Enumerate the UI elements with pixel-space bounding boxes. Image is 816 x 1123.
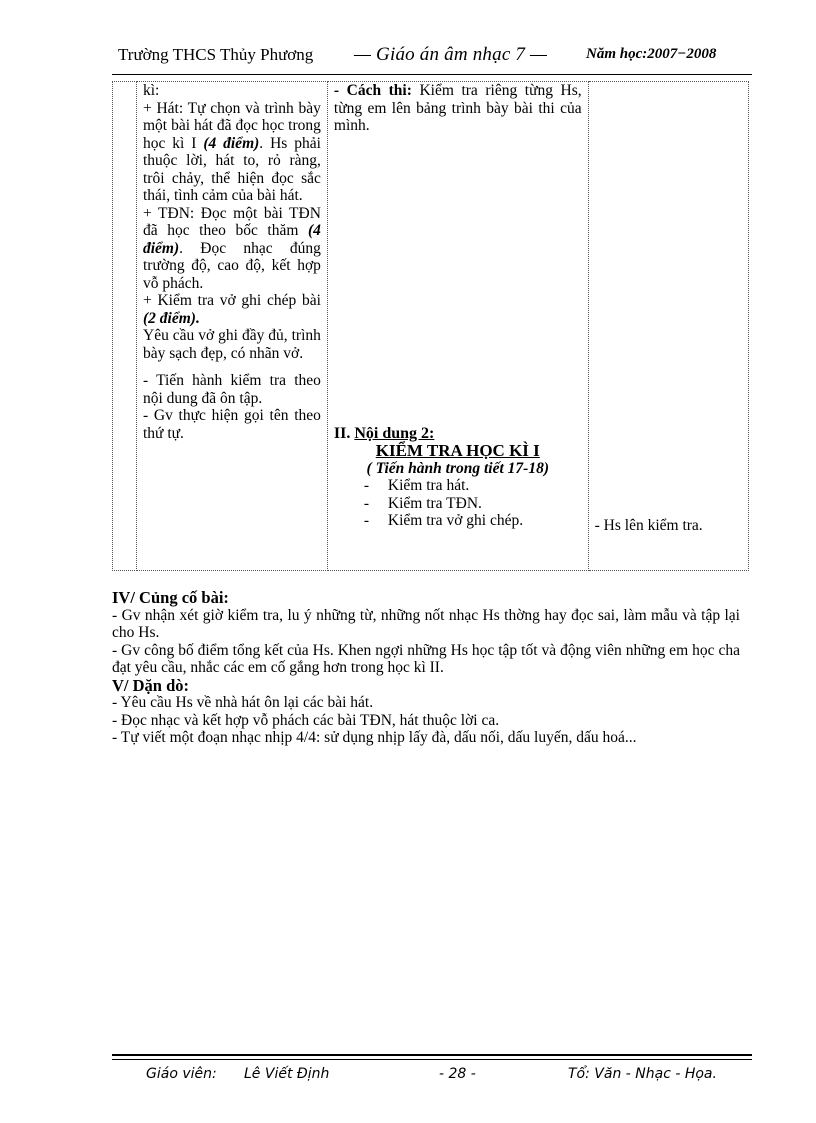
activity-notebook: + Kiểm tra vở ghi chép bài (2 điểm). [143,292,321,327]
method-label: - Cách thi: [333,82,412,99]
section-v-title: V/ Dặn dò: [112,675,190,695]
paragraph: - Yêu cầu Hs về nhà hát ôn lại các bài hát. [112,694,374,711]
teacher-label: Giáo viên: [146,1066,217,1082]
paragraph: - Đọc nhạc và kết hợp vỗ phách các bài TĐN, hát thuộc lời ca. [112,711,500,729]
list-item: - Kiểm tra hát. [363,477,470,494]
footer-divider [112,1059,752,1060]
table-row [113,82,749,571]
department: Tổ: Văn - Nhạc - Họa. [568,1066,717,1082]
activity-conduct: - Tiến hành kiểm tra theo nội dung đã ôn tập. [143,372,321,407]
activity-line: kì: [143,82,160,99]
activity-singing: + Hát: Tự chọn và trình bày một bài hát đã đọc học trong học kì I (4 điểm). Hs phải thuộc lời, hát to, rỏ ràng, trôi chảy, thể hiện đọc sắc thái, tình cảm của bài hát. [143,99,321,204]
page-header [112,40,752,75]
paragraph: - Gv nhận xét giờ kiểm tra, lu ý những từ, những nốt nhạc Hs thờng hay đọc sai, làm mẫu và tập lại cho Hs. [112,606,740,641]
list-item: - Kiểm tra vở ghi chép. [363,512,524,529]
activity-call: - Gv thực hiện gọi tên theo thứ tự. [143,407,321,442]
page-footer [112,1064,752,1088]
paragraph: - Tự viết một đoạn nhạc nhịp 4/4: sử dụng nhịp lấy đà, dấu nối, dấu luyến, dấu hoá... [112,729,637,746]
activity-notebook-req: Yêu cầu vở ghi đầy đủ, trình bày sạch đẹp, có nhãn vở. [143,327,321,362]
time-cell [113,82,137,571]
exam-method: - Cách thi: Kiểm tra riêng từng Hs, từng em lên bảng trình bày bài thi của mình. [333,82,582,134]
activity-reading: + TĐN: Đọc một bài TĐN đã học theo bốc thăm (4 điểm). Đọc nhạc đúng trường độ, cao độ, kết hợp vỗ phách. [143,204,321,292]
section-heading: II. Nội dung 2: [333,424,435,442]
school-year: Năm học:2007−2008 [586,46,717,62]
document-title: — Giáo án âm nhạc 7 — [354,44,548,65]
page-number: - 28 - [439,1066,476,1082]
school-name: Trường THCS Thủy Phương [118,45,314,64]
teacher-activity-cell [137,82,328,571]
exam-title: KIỂM TRA HỌC KÌ I [375,441,540,460]
exam-note: ( Tiến hành trong tiết 17-18) [366,459,549,477]
lesson-table [112,81,749,571]
score-singing: (4 điểm) [203,134,260,152]
score-reading: (4 điểm) [143,222,321,257]
section-iv-title: IV/ Củng cố bài: [112,588,229,607]
student-activity-cell [588,82,748,571]
footer-divider [112,1054,752,1056]
list-item: - Kiểm tra TĐN. [363,494,482,512]
student-note: - Hs lên kiểm tra. [594,517,703,534]
paragraph: - Gv công bố điểm tổng kết của Hs. Khen ngợi những Hs học tập tốt và động viên những em học cha đạt yêu cầu, nhắc các em cố gắng hơn trong học kì II. [112,641,740,676]
teacher-name: Lê Viết Định [244,1066,330,1082]
lesson-summary [112,589,740,747]
content-cell [327,82,588,571]
score-notebook: (2 điểm). [143,309,200,327]
